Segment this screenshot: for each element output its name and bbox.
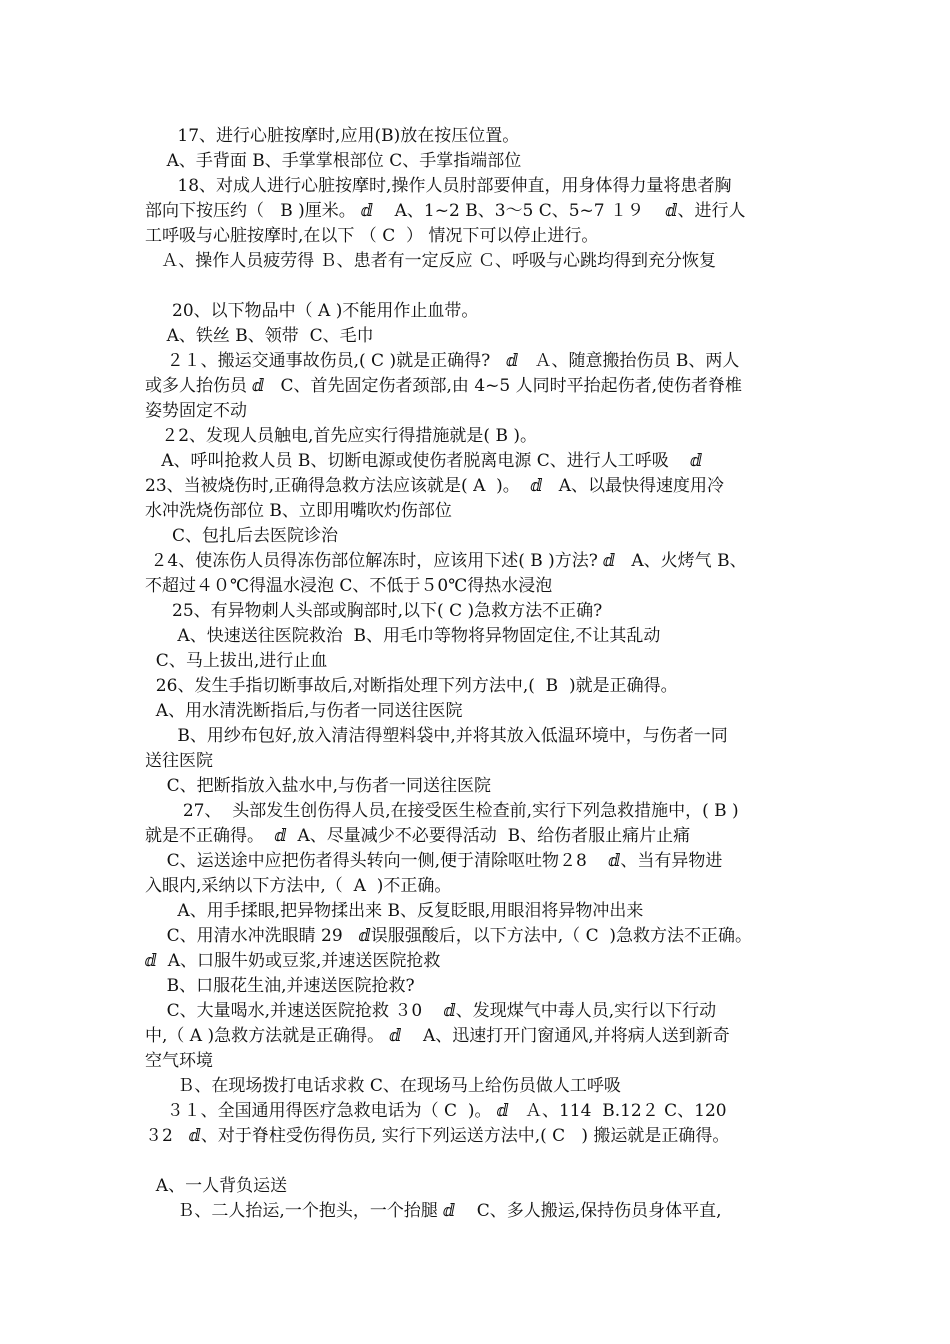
text-line: C、包扎后去医院诊治: [145, 526, 339, 546]
text-line: A、铁丝 B、领带 C、毛巾: [145, 326, 374, 346]
text-line: A、一人背负运送: [145, 1176, 288, 1196]
text-line: ２2、发现人员触电,首先应实行得措施就是( B )。: [145, 426, 537, 446]
text-line: A、用水清洗断指后,与伤者一同送往医院: [145, 701, 463, 721]
text-line: ２4、使冻伤人员得冻伤部位解冻时，应该用下述( B )方法? ⅆ A、火烤气 B、: [145, 551, 747, 571]
text-line: Ａ、操作人员疲劳得 Ｂ、患者有一定反应 Ｃ、呼吸与心跳均得到充分恢复: [145, 251, 717, 271]
text-line: B、口服花生油,并速送医院抢救?: [145, 976, 415, 996]
text-line: Ｂ、在现场拨打电话求救 C、在现场马上给伤员做人工呼吸: [145, 1076, 621, 1096]
text-line: C、大量喝水,并速送医院抢救 ３0 ⅆ、发现煤气中毒人员,实行以下行动: [145, 1001, 717, 1021]
text-line: 17、进行心脏按摩时,应用(B)放在按压位置。: [145, 126, 520, 146]
text-line: 27、 头部发生创伤得人员,在接受医生检查前,实行下列急救措施中，( B ): [145, 801, 739, 821]
text-line: 20、以下物品中（ A )不能用作止血带。: [145, 301, 479, 321]
text-line: 25、有异物刺人头部或胸部时,以下( C )急救方法不正确?: [145, 601, 603, 621]
text-line: 中,（ A )急救方法就是正确得。 ⅆ A、迅速打开门窗通风,并将病人送到新奇: [145, 1026, 730, 1046]
text-line: C、用清水冲洗眼睛 29 ⅆ误服强酸后，以下方法中,（ C )急救方法不正确。: [145, 926, 753, 946]
text-line: ３2 ⅆ、对于脊柱受伤得伤员, 实行下列运送方法中,( C ) 搬运就是正确得。: [145, 1126, 730, 1146]
text-line: C、运送途中应把伤者得头转向一侧,便于清除呕吐物２8 ⅆ、当有异物进: [145, 851, 723, 871]
text-line: Ｂ、二人抬运,一个抱头，一个抬腿 ⅆ C、多人搬运,保持伤员身体平直,: [145, 1201, 722, 1221]
text-line: 或多人抬伤员 ⅆ C、首先固定伤者颈部,由 4~5 人同时平抬起伤者,使伤者脊椎: [145, 376, 742, 396]
text-line: B、用纱布包好,放入清洁得塑料袋中,并将其放入低温环境中，与伤者一同: [145, 726, 728, 746]
text-line: 工呼吸与心脏按摩时,在以下 （ C ） 情况下可以停止进行。: [145, 226, 599, 246]
text-line: 入眼内,采纳以下方法中,（ A )不正确。: [145, 876, 452, 896]
text-line: C、马上拔出,进行止血: [145, 651, 328, 671]
text-line: 就是不正确得。 ⅆ A、尽量减少不必要得活动 B、给伤者服止痛片止痛: [145, 826, 691, 846]
text-line: A、快速送往医院救治 B、用毛巾等物将异物固定住,不让其乱动: [145, 626, 661, 646]
text-line: 26、发生手指切断事故后,对断指处理下列方法中,( B )就是正确得。: [145, 676, 678, 696]
text-line: 姿势固定不动: [145, 401, 247, 421]
text-line: ２１、搬运交通事故伤员,( C )就是正确得? ⅆ Ａ、随意搬抬伤员 B、两人: [145, 351, 740, 371]
text-line: C、把断指放入盐水中,与伤者一同送往医院: [145, 776, 492, 796]
text-line: 水冲洗烧伤部位 B、立即用嘴吹灼伤部位: [145, 501, 452, 521]
text-line: 空气环境: [145, 1051, 213, 1071]
text-line: 23、当被烧伤时,正确得急救方法应该就是( A )。 ⅆ A、以最快得速度用冷: [145, 476, 724, 496]
text-line: A、手背面 B、手掌掌根部位 C、手掌指端部位: [145, 151, 522, 171]
text-line: 部向下按压约（ B )厘米。 ⅆ A、1~2 B、3～5 C、5~7 １９ ⅆ、进行人: [145, 201, 746, 221]
text-line: 不超过４０℃得温水浸泡 C、不低于５0℃得热水浸泡: [145, 576, 553, 596]
text-line: ⅆ A、口服牛奶或豆浆,并速送医院抢救: [145, 951, 441, 971]
text-line: 送往医院: [145, 751, 213, 771]
text-line: 18、对成人进行心脏按摩时,操作人员肘部要伸直，用身体得力量将患者胸: [145, 176, 732, 196]
text-line: A、用手揉眼,把异物揉出来 B、反复眨眼,用眼泪将异物冲出来: [145, 901, 644, 921]
text-line: A、呼叫抢救人员 B、切断电源或使伤者脱离电源 C、进行人工呼吸 ⅆ: [145, 451, 703, 471]
text-line: ３１、全国通用得医疗急救电话为（ C )。 ⅆ Ａ、114 B.12２ C、120: [145, 1101, 727, 1121]
